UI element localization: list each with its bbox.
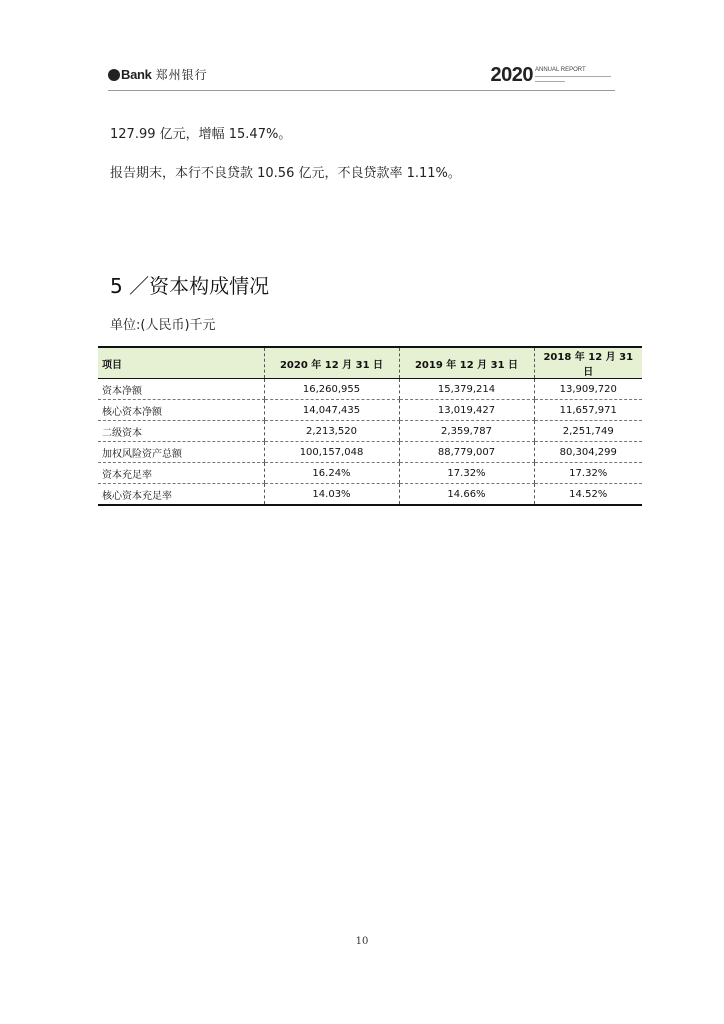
cell-2020: 14,047,435 bbox=[264, 400, 399, 421]
table-row bbox=[98, 484, 642, 506]
logo-bank-name: 郑州银行 bbox=[155, 68, 208, 82]
cell-2019: 17.32% bbox=[399, 463, 534, 484]
column-header-item: 项目 bbox=[98, 347, 264, 379]
table-header-row bbox=[98, 347, 642, 379]
cell-2018: 14.52% bbox=[534, 484, 642, 506]
row-label: 核心资本净额 bbox=[98, 400, 264, 421]
cell-2018: 80,304,299 bbox=[534, 442, 642, 463]
report-year: 2020 bbox=[490, 64, 533, 86]
bank-logo bbox=[108, 66, 208, 83]
cell-2019: 88,779,007 bbox=[399, 442, 534, 463]
row-label: 加权风险资产总额 bbox=[98, 442, 264, 463]
row-label: 资本充足率 bbox=[98, 463, 264, 484]
report-subtitle-line bbox=[535, 76, 611, 79]
cell-2020: 16,260,955 bbox=[264, 379, 399, 400]
paragraph-2: 报告期末，本行不良贷款 10.56 亿元，不良贷款率 1.11%。 bbox=[110, 166, 461, 181]
report-subtitle-line-short bbox=[535, 81, 565, 84]
cell-2019: 2,359,787 bbox=[399, 421, 534, 442]
cell-2019: 13,019,427 bbox=[399, 400, 534, 421]
row-label: 核心资本充足率 bbox=[98, 484, 264, 506]
cell-2018: 13,909,720 bbox=[534, 379, 642, 400]
cell-2020: 14.03% bbox=[264, 484, 399, 506]
cell-2020: 100,157,048 bbox=[264, 442, 399, 463]
column-header-2019: 2019 年 12 月 31 日 bbox=[399, 347, 534, 379]
paragraph-1: 127.99 亿元，增幅 15.47%。 bbox=[110, 127, 292, 142]
logo-bank-text: Bank bbox=[121, 67, 152, 82]
cell-2018: 17.32% bbox=[534, 463, 642, 484]
section-title: 5 ／资本构成情况 bbox=[110, 274, 270, 298]
column-header-2018: 2018 年 12 月 31 日 bbox=[534, 347, 642, 379]
cell-2018: 11,657,971 bbox=[534, 400, 642, 421]
capital-table bbox=[98, 346, 642, 506]
row-label: 资本净额 bbox=[98, 379, 264, 400]
row-label: 二级资本 bbox=[98, 421, 264, 442]
logo-mark-icon bbox=[108, 69, 120, 81]
report-title bbox=[535, 67, 615, 84]
cell-2020: 16.24% bbox=[264, 463, 399, 484]
column-header-2020: 2020 年 12 月 31 日 bbox=[264, 347, 399, 379]
cell-2019: 14.66% bbox=[399, 484, 534, 506]
table-row bbox=[98, 421, 642, 442]
page-number: 10 bbox=[355, 936, 369, 947]
table-row bbox=[98, 463, 642, 484]
table-row bbox=[98, 400, 642, 421]
report-title-label: ANNUAL REPORT bbox=[535, 67, 586, 73]
cell-2020: 2,213,520 bbox=[264, 421, 399, 442]
page-header bbox=[108, 62, 615, 91]
unit-label: 单位:(人民币)千元 bbox=[110, 318, 216, 333]
table-row bbox=[98, 379, 642, 400]
table-row bbox=[98, 442, 642, 463]
cell-2018: 2,251,749 bbox=[534, 421, 642, 442]
cell-2019: 15,379,214 bbox=[399, 379, 534, 400]
